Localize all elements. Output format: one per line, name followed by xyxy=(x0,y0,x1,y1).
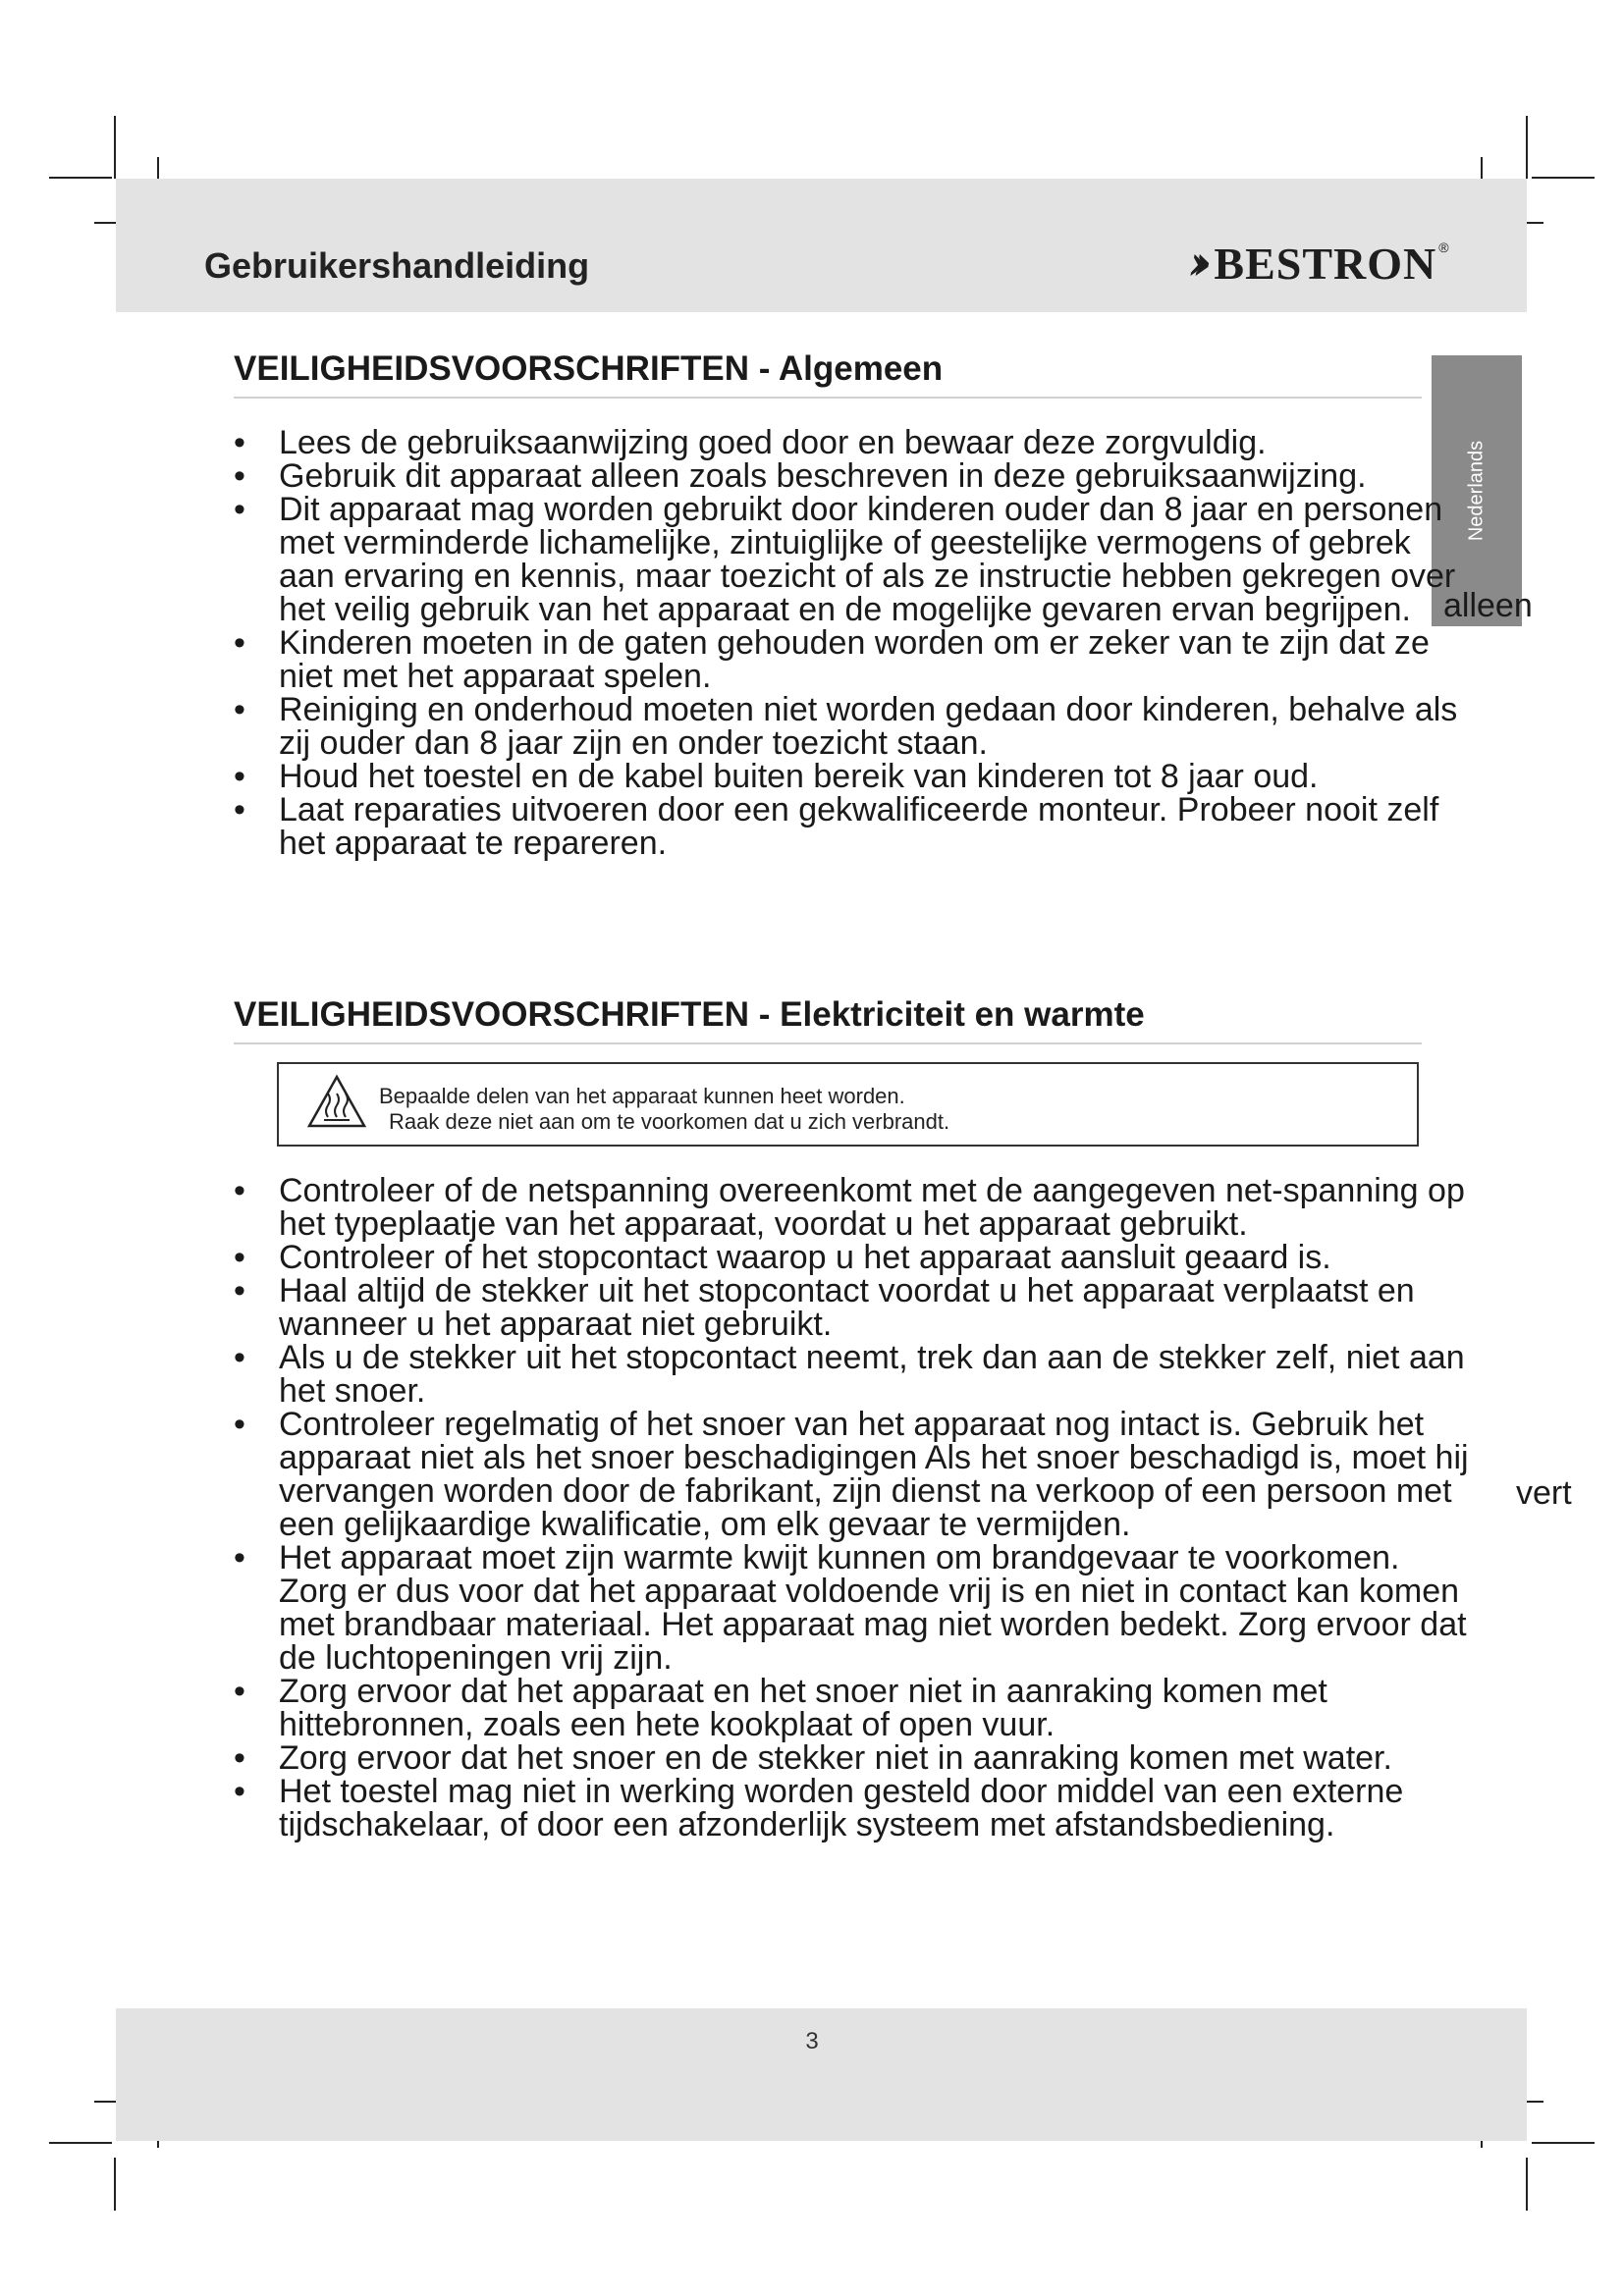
brand-name: BESTRON xyxy=(1214,238,1437,289)
section-title-electricity: VEILIGHEIDSVOORSCHRIFTEN - Elektriciteit en warmte xyxy=(234,995,1145,1034)
list-item-text: Kinderen moeten in de gaten gehouden worden om er zeker van te zijn dat ze niet met het apparaat spelen. xyxy=(279,624,1430,695)
brand-logo xyxy=(1188,234,1449,293)
page-number: 3 xyxy=(805,2028,819,2055)
bullet-icon: • xyxy=(234,424,245,461)
list-item-text: Zorg ervoor dat het apparaat en het snoer niet in aanraking komen met hittebronnen, zoals een hete kookplaat of open vuur. xyxy=(279,1673,1327,1743)
list-item-text: Laat reparaties uitvoeren door een gekwalificeerde monteur. Probeer nooit zelf het apparaat te repareren. xyxy=(279,791,1439,862)
bullet-icon: • xyxy=(234,1773,245,1810)
hot-surface-warning-icon xyxy=(306,1074,367,1129)
list-item-text: Controleer of het stopcontact waarop u het apparaat aansluit geaard is. xyxy=(279,1239,1331,1276)
list-item xyxy=(234,1775,1471,1842)
list-item-text: Haal altijd de stekker uit het stopcontact voordat u het apparaat verplaatst en wanneer u het apparaat niet gebruikt. xyxy=(279,1272,1415,1343)
list-item-text: Als u de stekker uit het stopcontact neemt, trek dan aan de stekker zelf, niet aan het snoer. xyxy=(279,1339,1465,1410)
warning-line-1: Bepaalde delen van het apparaat kunnen heet worden. xyxy=(379,1084,905,1108)
list-item-text: Controleer of de netspanning overeenkomt met de aangegeven net-spanning op het typeplaatje van het apparaat, voordat u het apparaat gebruikt. xyxy=(279,1172,1465,1243)
list-item-text: Controleer regelmatig of het snoer van het apparaat nog intact is. Gebruik het apparaat niet als het snoer beschadigingen Als het snoer beschadigd is, moet hij vervangen worden door de fabrikant, zijn dienst na verkoop of een persoon met een gelijkaardige kwalificatie, om elk gevaar te vermijden. xyxy=(279,1406,1469,1543)
bullet-icon: • xyxy=(234,1339,245,1376)
bullet-icon: • xyxy=(234,691,245,728)
page-title: Gebruikershandleiding xyxy=(204,245,590,286)
warning-line-2: Raak deze niet aan om te voorkomen dat u zich verbrandt. xyxy=(389,1109,950,1134)
bullet-icon: • xyxy=(234,791,245,828)
list-item xyxy=(234,1408,1471,1541)
list-item xyxy=(234,693,1471,760)
list-item xyxy=(234,1675,1471,1741)
section-divider xyxy=(234,1042,1422,1044)
crop-mark xyxy=(1526,116,1528,179)
brand-chevron-icon: ›› xyxy=(1188,236,1199,291)
list-item-text: Zorg ervoor dat het snoer en de stekker niet in aanraking komen met water. xyxy=(279,1739,1392,1777)
list-item xyxy=(234,1341,1471,1408)
list-item-text: Het toestel mag niet in werking worden gesteld door middel van een externe tijdschakelaar, of door een afzonderlijk systeem met afstandsbediening. xyxy=(279,1773,1404,1843)
list-item xyxy=(234,1241,1471,1274)
list-item xyxy=(234,1741,1471,1775)
list-item-text: Het apparaat moet zijn warmte kwijt kunnen om brandgevaar te voorkomen. Zorg er dus voor dat het apparaat voldoende vrij is en niet in contact kan komen met brandbaar materiaal. Het apparaat mag niet worden bedekt. Zorg ervoor dat de luchtopeningen vrij zijn. xyxy=(279,1539,1467,1677)
list-item xyxy=(234,426,1471,459)
list-item xyxy=(234,459,1471,493)
warning-box xyxy=(277,1062,1419,1147)
crop-mark xyxy=(49,177,112,179)
bullet-icon: • xyxy=(234,1673,245,1710)
list-item xyxy=(234,1541,1471,1675)
bullet-icon: • xyxy=(234,1172,245,1209)
list-item xyxy=(234,1274,1471,1341)
list-item xyxy=(234,760,1471,793)
section-divider xyxy=(234,397,1422,399)
language-tab-label: Nederlands xyxy=(1465,440,1488,542)
list-item xyxy=(234,793,1471,860)
list-item-text: Lees de gebruiksaanwijzing goed door en bewaar deze zorgvuldig. xyxy=(279,424,1267,461)
overflow-word: alleen xyxy=(1443,587,1533,624)
list-item-text: Houd het toestel en de kabel buiten bereik van kinderen tot 8 jaar oud. xyxy=(279,758,1319,795)
electricity-safety-list xyxy=(234,1174,1471,1842)
bullet-icon: • xyxy=(234,457,245,495)
crop-mark xyxy=(1532,2142,1595,2144)
bullet-icon: • xyxy=(234,624,245,662)
bullet-icon: • xyxy=(234,1406,245,1443)
crop-mark xyxy=(1532,177,1595,179)
list-item-text: Dit apparaat mag worden gebruikt door kinderen ouder dan 8 jaar en personen met verminderde lichamelijke, zintuiglijke of geestelijke vermogens of gebrek aan ervaring en kennis, maar toezicht of als ze instructie hebben gekregen over het veilig gebruik van het apparaat en de mogelijke gevaren ervan begrijpen. xyxy=(279,491,1456,628)
list-item-text: Gebruik dit apparaat alleen zoals beschreven in deze gebruiksaanwijzing. xyxy=(279,457,1367,495)
crop-mark xyxy=(114,116,116,179)
bullet-icon: • xyxy=(234,1739,245,1777)
list-item xyxy=(234,1174,1471,1241)
bullet-icon: • xyxy=(234,758,245,795)
bullet-icon: • xyxy=(234,1539,245,1576)
list-item-text: Reiniging en onderhoud moeten niet worden gedaan door kinderen, behalve als zij ouder dan 8 jaar zijn en onder toezicht staan. xyxy=(279,691,1458,762)
section-title-general: VEILIGHEIDSVOORSCHRIFTEN - Algemeen xyxy=(234,349,944,388)
overflow-word: vert xyxy=(1516,1474,1572,1512)
list-item xyxy=(234,626,1471,693)
registered-mark: ® xyxy=(1438,240,1449,255)
crop-mark xyxy=(114,2158,116,2211)
bullet-icon: • xyxy=(234,1272,245,1309)
list-item xyxy=(234,493,1471,626)
crop-mark xyxy=(1526,2158,1528,2211)
crop-mark xyxy=(49,2142,112,2144)
general-safety-list xyxy=(234,426,1471,860)
bullet-icon: • xyxy=(234,1239,245,1276)
bullet-icon: • xyxy=(234,491,245,528)
